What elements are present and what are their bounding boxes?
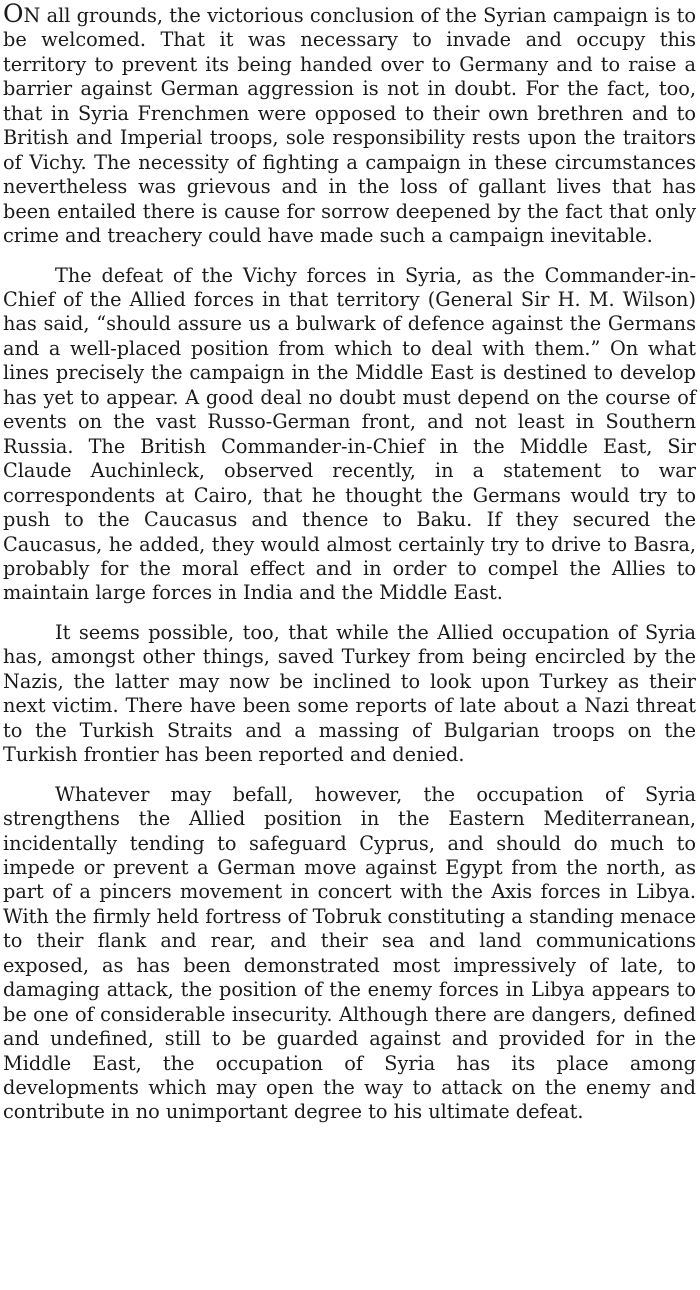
- paragraph-4: Whatever may befall, however, the occupation of Syria strengthens the Allied position in the Eastern Mediterranean, incidentally tending to safeguard Cyprus, and should do much to impede or prevent a German move against Egypt from the north, as part of a pincers movement in concert with the Axis forces in Libya. With the firmly held fortress of Tobruk constituting a standing menace to their flank and rear, and their sea and land communications exposed, as has been demonstrated most impressively of late, to damaging attack, the position of the enemy forces in Libya appears to be one of considerable insecurity. Although there are dangers, defined and undefined, still to be guarded against and provided for in the Middle East, the occupation of Syria has its place among developments which may open the way to attack on the enemy and contribute in no unimportant degree to his ultimate defeat.: [3, 782, 696, 1124]
- paragraph-3: It seems possible, too, that while the Allied occupation of Syria has, amongst other things, saved Turkey from being encircled by the Nazis, the latter may now be inclined to look upon Turkey as their next victim. There have been some reports of late about a Nazi threat to the Turkish Straits and a massing of Bulgarian troops on the Turkish frontier has been reported and denied.: [3, 620, 696, 767]
- paragraph-1-text: N all grounds, the victorious conclusion of the Syrian campaign is to be welcomed. That it was necessary to invade and occupy this territory to prevent its being handed over to Germany and to raise a barrier against German aggression is not in doubt. For the fact, too, that in Syria Frenchmen were opposed to their own brethren and to British and Imperial troops, sole responsibility rests upon the traitors of Vichy. The necessity of fighting a campaign in these circumstances nevertheless was grievous and in the loss of gallant lives that has been entailed there is cause for sorrow deepened by the fact that only crime and treachery could have made such a campaign inevitable.: [3, 4, 696, 248]
- paragraph-2: The defeat of the Vichy forces in Syria, as the Commander-in-Chief of the Allied forces in that territory (General Sir H. M. Wilson) has said, “should assure us a bulwark of defence against the Germans and a well-placed position from which to deal with them.” On what lines precisely the campaign in the Middle East is destined to develop has yet to appear. A good deal no doubt must depend on the course of events on the vast Russo-German front, and not least in Southern Russia. The British Commander-in-Chief in the Middle East, Sir Claude Auchinleck, observed recently, in a statement to war correspondents at Cairo, that he thought the Germans would try to push to the Caucasus and thence to Baku. If they secured the Caucasus, he added, they would almost certainly try to drive to Basra, probably for the moral effect and in order to compel the Allies to maintain large forces in India and the Middle East.: [3, 263, 696, 605]
- paragraph-1: [3, 0, 696, 249]
- drop-cap: O: [3, 0, 24, 28]
